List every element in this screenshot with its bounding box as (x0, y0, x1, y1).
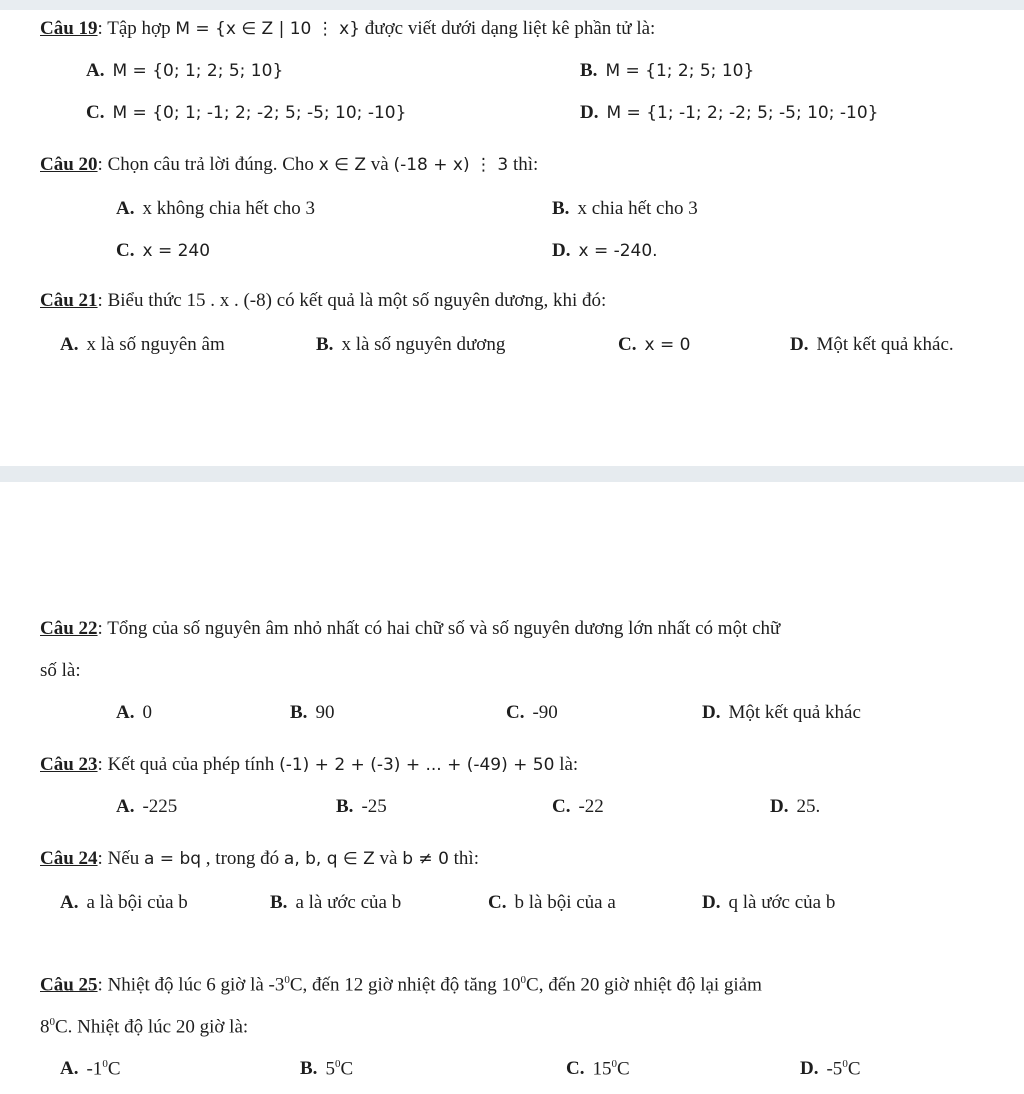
question-22-stem-line2: số là: (40, 660, 81, 681)
q20-option-a: A. x không chia hết cho 3 (116, 198, 316, 219)
question-25-stem: Câu 25: Nhiệt độ lúc 6 giờ là $-3^0C$, đến 12 giờ nhiệt độ tăng $10^0C$, đến 20 giờ nhiệt độ lại giảm (40, 974, 762, 996)
question-24-stem: Câu 24: Nếu a = bq , trong đó a, b, q ∈ Z và b ≠ 0 thì: (40, 848, 479, 869)
q23-option-d: D. 25. (770, 796, 821, 817)
q23-option-b: B. -25 (336, 796, 387, 817)
q25-option-a: A. $-1^0C$ (60, 1058, 121, 1080)
question-19-stem: Câu 19: Tập hợp M = {x ∈ Z | 10 ⋮ x} được viết dưới dạng liệt kê phần tử là: (40, 18, 656, 39)
q19-option-c: C. M = {0; 1; -1; 2; -2; 5; -5; 10; -10} (86, 102, 407, 123)
q21-option-d: D. Một kết quả khác. (790, 334, 954, 355)
q22-option-c: C. -90 (506, 702, 558, 723)
q24-option-a: A. a là bội của b (60, 892, 188, 913)
top-bar (0, 0, 1024, 10)
q20-option-c: C. x = 240 (116, 240, 211, 261)
question-25-stem-line2: $8^0C$. Nhiệt độ lúc 20 giờ là: (40, 1016, 249, 1038)
q22-option-a: A. 0 (116, 702, 152, 723)
q25-option-b: B. $5^0C$ (300, 1058, 354, 1080)
q23-option-c: C. -22 (552, 796, 604, 817)
q22-option-d: D. Một kết quả khác (702, 702, 861, 723)
q19-option-b: B. M = {1; 2; 5; 10} (580, 60, 755, 81)
q24-option-b: B. a là ước của b (270, 892, 402, 913)
q20-option-b: B. x chia hết cho 3 (552, 198, 698, 219)
q24-option-d: D. q là ước của b (702, 892, 836, 913)
q21-option-b: B. x là số nguyên dương (316, 334, 506, 355)
q23-option-a: A. -225 (116, 796, 178, 817)
q19-option-a: A. M = {0; 1; 2; 5; 10} (86, 60, 284, 81)
q24-option-c: C. b là bội của a (488, 892, 616, 913)
question-22-stem: Câu 22: Tổng của số nguyên âm nhỏ nhất có hai chữ số và số nguyên dương lớn nhất có một chữ (40, 618, 781, 639)
q22-option-b: B. 90 (290, 702, 335, 723)
q21-option-a: A. x là số nguyên âm (60, 334, 225, 355)
question-21-stem: Câu 21: Biểu thức 15 . x . (-8) có kết quả là một số nguyên dương, khi đó: (40, 290, 607, 311)
q20-option-d: D. x = -240. (552, 240, 658, 261)
q25-option-c: C. $15^0C$ (566, 1058, 630, 1080)
q19-option-d: D. M = {1; -1; 2; -2; 5; -5; 10; -10} (580, 102, 879, 123)
question-20-stem: Câu 20: Chọn câu trả lời đúng. Cho x ∈ Z và (-18 + x) ⋮ 3 thì: (40, 154, 539, 175)
q25-option-d: D. $-5^0C$ (800, 1058, 861, 1080)
q21-option-c: C. x = 0 (618, 334, 691, 355)
question-23-stem: Câu 23: Kết quả của phép tính (-1) + 2 + (-3) + ... + (-49) + 50 là: (40, 754, 579, 775)
section-divider (0, 466, 1024, 482)
